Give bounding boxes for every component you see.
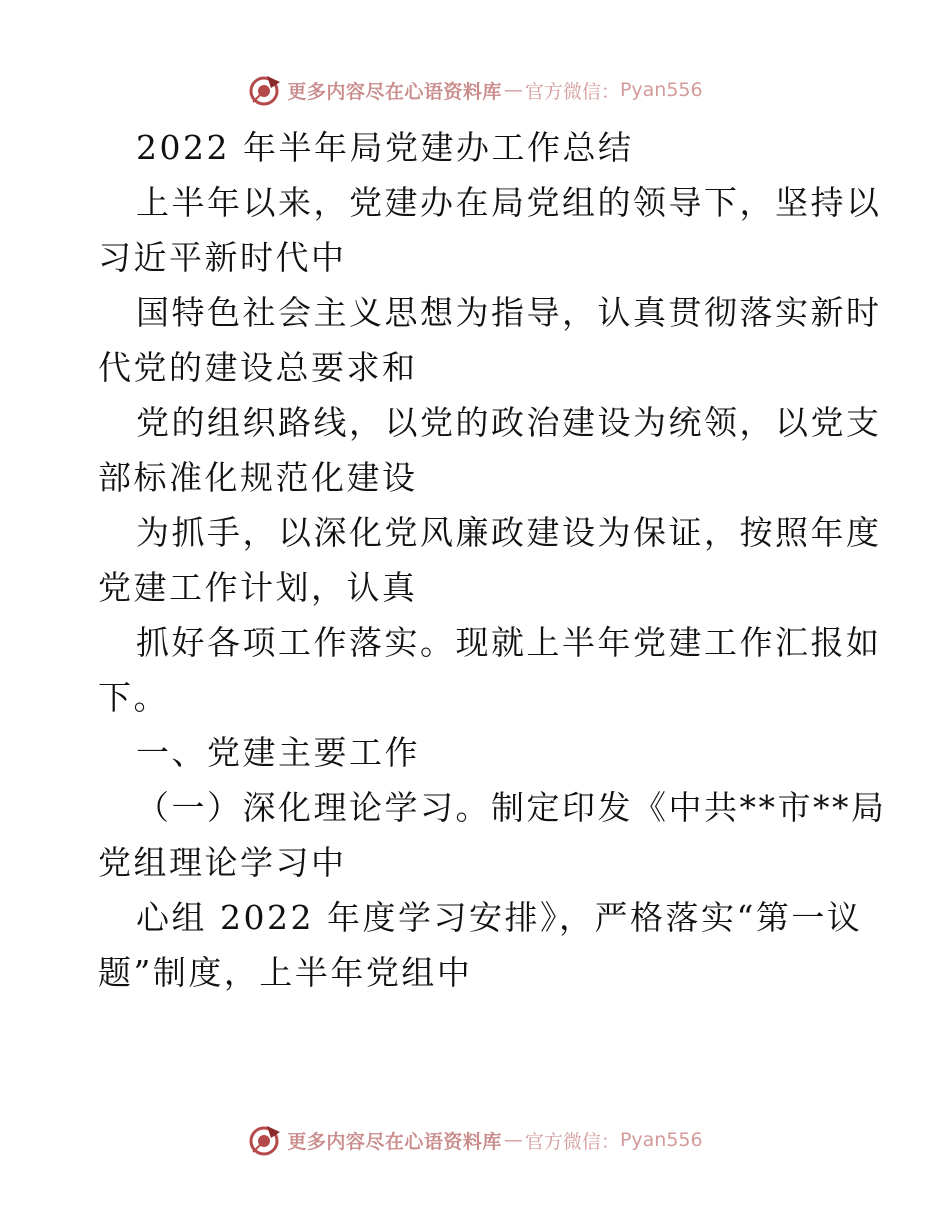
watermark-site-text: 更多内容尽在心语资料库 xyxy=(287,80,502,103)
document-title: 2022 年半年局党建办工作总结 xyxy=(136,128,634,167)
watermark-wechat-id: Pyan556 xyxy=(619,1129,703,1151)
paragraph-line: 下。 xyxy=(98,678,169,717)
paragraph-line: 题”制度，上半年党组中 xyxy=(98,953,473,992)
paragraph-line: 党建工作计划，认真 xyxy=(98,568,418,607)
header-watermark xyxy=(0,70,950,110)
paragraph-line: 党组理论学习中 xyxy=(98,843,347,882)
paragraph-line: 心组 2022 年度学习安排》，严格落实“第一议 xyxy=(136,898,863,937)
watermark-site-text: 更多内容尽在心语资料库 xyxy=(287,1130,502,1153)
paragraph-line: 代党的建设总要求和 xyxy=(98,348,418,387)
document-body xyxy=(98,120,887,1000)
paragraph-line: 上半年以来，党建办在局党组的领导下，坚持以 xyxy=(136,183,882,222)
paragraph-line: 习近平新时代中 xyxy=(98,238,347,277)
paragraph-line: 抓好各项工作落实。现就上半年党建工作汇报如 xyxy=(136,623,882,662)
paragraph-line: 国特色社会主义思想为指导，认真贯彻落实新时 xyxy=(136,293,882,332)
watermark-wechat-id: Pyan556 xyxy=(619,79,703,101)
quill-seal-icon xyxy=(247,1122,283,1158)
watermark-label: 官方微信： xyxy=(524,80,620,103)
paragraph-line: 为抓手，以深化党风廉政建设为保证，按照年度 xyxy=(136,513,882,552)
watermark-dash: — xyxy=(503,1129,523,1151)
watermark-label: 官方微信： xyxy=(524,1130,620,1153)
paragraph-line: 党的组织路线，以党的政治建设为统领，以党支 xyxy=(136,403,882,442)
quill-seal-icon xyxy=(247,72,283,108)
watermark-dash: — xyxy=(503,79,523,101)
footer-watermark xyxy=(0,1120,950,1160)
paragraph-line: （一）深化理论学习。制定印发《中共**市**局 xyxy=(136,788,887,827)
section-heading: 一、党建主要工作 xyxy=(136,733,420,772)
paragraph-line: 部标准化规范化建设 xyxy=(98,458,418,497)
